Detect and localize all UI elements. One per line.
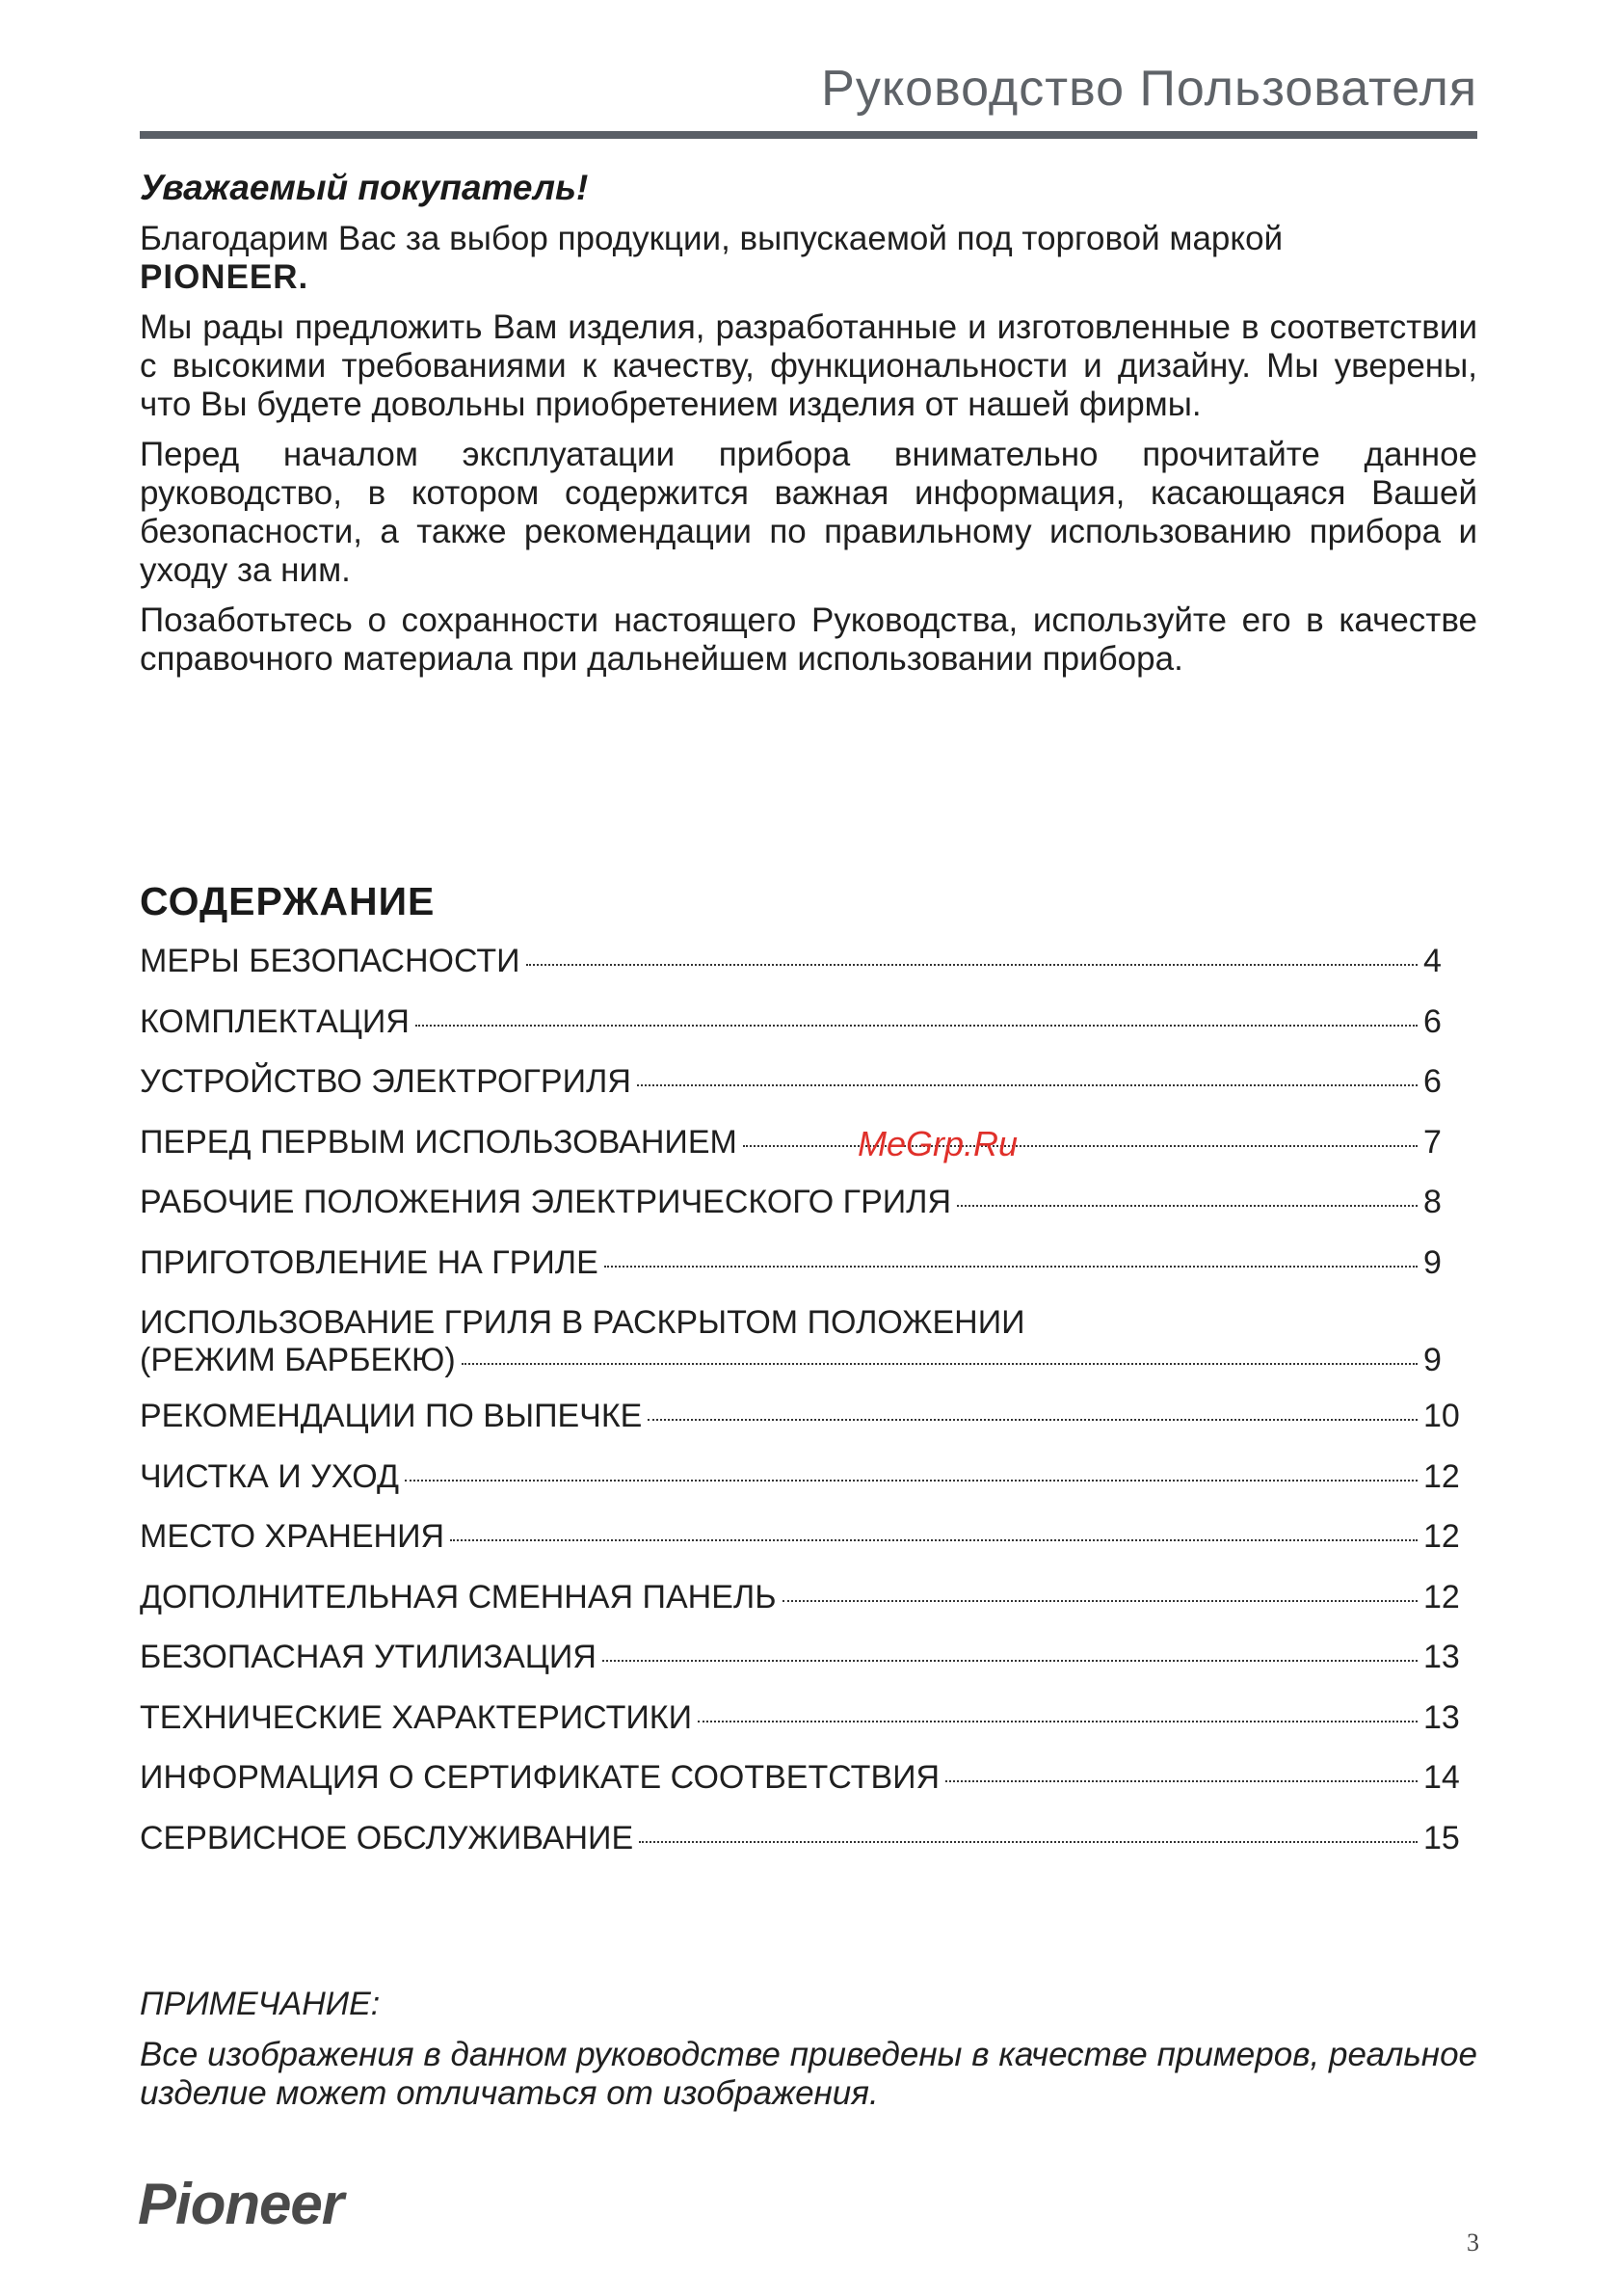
page-number: 3 [1467, 2229, 1479, 2256]
toc-item-page: 6 [1423, 1063, 1442, 1100]
toc-item-page: 10 [1423, 1398, 1460, 1434]
toc-item[interactable] [140, 1124, 1470, 1185]
toc-leader-dots [639, 1841, 1418, 1843]
header-title: Руководство Пользователя [821, 61, 1477, 117]
toc-item[interactable] [140, 1304, 1470, 1398]
toc-leader-dots [945, 1780, 1418, 1782]
toc-item[interactable] [140, 1244, 1470, 1305]
toc-leader-dots [957, 1205, 1418, 1207]
greeting-heading: Уважаемый покупатель! [140, 168, 589, 207]
toc-item-title: ДОПОЛНИТЕЛЬНАЯ СМЕННАЯ ПАНЕЛЬ [140, 1578, 777, 1615]
brand-name: PIONEER. [140, 258, 309, 296]
toc-item[interactable] [140, 1699, 1470, 1760]
toc-leader-dots [602, 1660, 1418, 1662]
intro-paragraph-2: Мы рады предложить Вам изделия, разработанные и изготовленные в соответствии с высокими требованиями к качеству, функциональности и дизайну. Мы уверены, что Вы будете довольны приобретением изделия от нашей фирмы. [140, 308, 1477, 423]
toc-item-title: РАБОЧИЕ ПОЛОЖЕНИЯ ЭЛЕКТРИЧЕСКОГО ГРИЛЯ [140, 1184, 952, 1220]
toc-leader-dots [526, 964, 1418, 966]
toc-item-title: МЕРЫ БЕЗОПАСНОСТИ [140, 943, 520, 979]
intro-text [140, 220, 1477, 690]
toc-item-page: 15 [1423, 1819, 1460, 1856]
note-text: Все изображения в данном руководстве приведены в качестве примеров, реальное изделие может отличаться от изображения. [140, 2036, 1477, 2112]
toc-leader-dots [782, 1600, 1418, 1602]
manual-page [140, 0, 1477, 2296]
toc-item-page: 9 [1423, 1342, 1442, 1378]
intro-paragraph-1 [140, 220, 1477, 297]
toc-item-page: 9 [1423, 1243, 1442, 1281]
toc-item[interactable] [140, 1003, 1470, 1064]
toc-item-page: 12 [1423, 1518, 1460, 1555]
toc-item[interactable] [140, 1639, 1470, 1699]
toc-leader-dots [450, 1539, 1418, 1541]
toc-leader-dots [698, 1721, 1418, 1722]
intro-paragraph-3: Перед началом эксплуатации прибора внимательно прочитайте данное руководство, в котором содержится важная информация, касающаяся Вашей безопасности, а также рекомендации по правильному использованию прибора и уходу за ним. [140, 436, 1477, 589]
toc-item-page: 4 [1423, 943, 1442, 979]
toc-leader-dots [637, 1084, 1418, 1086]
toc-item[interactable] [140, 1820, 1470, 1881]
toc-item[interactable] [140, 943, 1470, 1003]
intro-paragraph-1-text: Благодарим Вас за выбор продукции, выпускаемой под торговой маркой [140, 220, 1284, 257]
toc-item[interactable] [140, 1063, 1470, 1124]
toc-item-title: ЧИСТКА И УХОД [140, 1457, 399, 1495]
toc-item-title: БЕЗОПАСНАЯ УТИЛИЗАЦИЯ [140, 1639, 597, 1675]
table-of-contents [140, 943, 1470, 1880]
toc-item-page: 13 [1423, 1698, 1460, 1736]
toc-item-page: 13 [1423, 1639, 1460, 1675]
toc-leader-dots [648, 1419, 1418, 1421]
toc-heading: СОДЕРЖАНИЕ [140, 879, 436, 923]
toc-leader-dots [462, 1363, 1418, 1365]
toc-item-title: ПРИГОТОВЛЕНИЕ НА ГРИЛЕ [140, 1243, 598, 1281]
toc-item-page: 14 [1423, 1759, 1460, 1796]
toc-item-page: 8 [1423, 1184, 1442, 1220]
toc-item[interactable] [140, 1759, 1470, 1820]
toc-leader-dots [415, 1025, 1418, 1027]
toc-leader-dots [405, 1480, 1418, 1482]
toc-item-title: КОМПЛЕКТАЦИЯ [140, 1002, 410, 1040]
intro-paragraph-4: Позаботьтесь о сохранности настоящего Руководства, используйте его в качестве справочного материала при дальнейшем использовании прибора. [140, 601, 1477, 678]
toc-item-page: 12 [1423, 1578, 1460, 1615]
toc-item-title: СЕРВИСНОЕ ОБСЛУЖИВАНИЕ [140, 1819, 634, 1856]
toc-item-title: ИНФОРМАЦИЯ О СЕРТИФИКАТЕ СООТВЕТСТВИЯ [140, 1759, 941, 1796]
toc-item-title: ТЕХНИЧЕСКИЕ ХАРАКТЕРИСТИКИ [140, 1698, 693, 1736]
toc-leader-dots [604, 1266, 1418, 1268]
toc-item-second-line [140, 1342, 1470, 1379]
toc-item-title: ПЕРЕД ПЕРВЫМ ИСПОЛЬЗОВАНИЕМ [140, 1123, 737, 1161]
toc-item-title-continued: (РЕЖИМ БАРБЕКЮ) [140, 1342, 456, 1378]
toc-item-page: 7 [1423, 1123, 1442, 1161]
toc-item-title: РЕКОМЕНДАЦИИ ПО ВЫПЕЧКЕ [140, 1398, 643, 1434]
toc-item[interactable] [140, 1184, 1470, 1244]
toc-item-page: 12 [1423, 1457, 1460, 1495]
note-label: ПРИМЕЧАНИЕ: [140, 1986, 381, 2022]
pioneer-logo: Pioneer [138, 2172, 344, 2236]
toc-item-title: УСТРОЙСТВО ЭЛЕКТРОГРИЛЯ [140, 1063, 631, 1100]
toc-item[interactable] [140, 1398, 1470, 1458]
toc-item[interactable] [140, 1458, 1470, 1519]
header-divider [140, 131, 1477, 139]
toc-item-page: 6 [1423, 1002, 1442, 1040]
toc-leader-dots [743, 1145, 1418, 1147]
watermark: MeGrp.Ru [858, 1124, 1019, 1163]
toc-item-title: МЕСТО ХРАНЕНИЯ [140, 1518, 445, 1555]
toc-item-title: ИСПОЛЬЗОВАНИЕ ГРИЛЯ В РАСКРЫТОМ ПОЛОЖЕНИИ [140, 1304, 1025, 1341]
toc-item[interactable] [140, 1579, 1470, 1640]
toc-item[interactable] [140, 1518, 1470, 1579]
